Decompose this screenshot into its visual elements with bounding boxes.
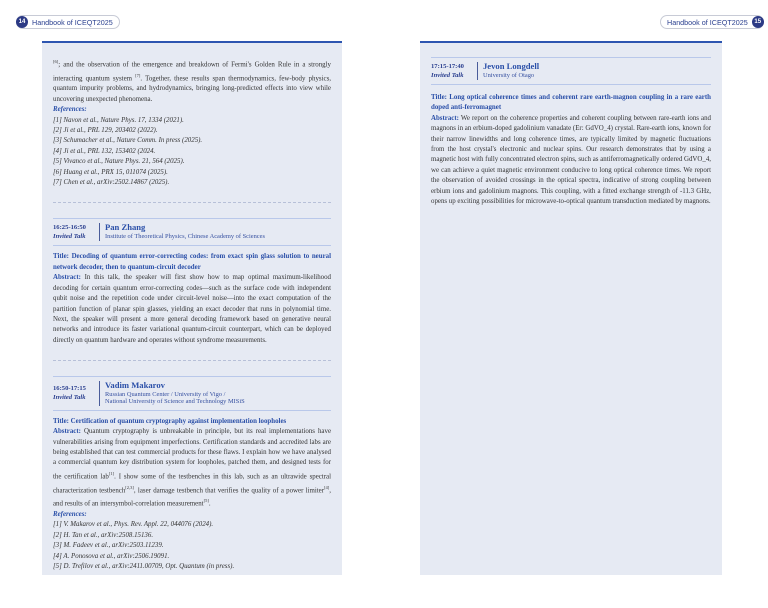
talk-title: Title: Certification of quantum cryptography against implementation loopholes	[53, 417, 287, 425]
page-header-right	[660, 15, 764, 29]
speaker-affiliation: National University of Science and Technology MISiS	[105, 398, 245, 406]
reference-item: [6] Huang et al., PRX 15, 011074 (2025).	[53, 168, 168, 176]
reference-item: [2] Ji et al., PRL 129, 203402 (2022).	[53, 127, 158, 135]
talk-header	[53, 376, 331, 411]
talk-abstract: Abstract: We report on the coherence properties and coherent coupling between rare-earth ions and magnons in an erbium-doped gadolinium vanadate (Er: GdVO_4) crystal. Rare-earth ions, known for their narrow linewidths and long coherence times, are typically limited by magnetic fluctuations from the host crystal's electronic and nuclear spins. Our research demonstrates that by using a magnetic host with fully concentrated electron spins, such as antiferromagnetically ordered GdVO_4, we can achieve a quiet magnetic environment conducive to long optical coherence times. We report the observation of avoided crossings in the optical spectra, indicative of strong coupling between erbium ions and gadolinium magnons. This coupling, with a fitted exchange strength of -11.3 GHz, opens up exciting possibilities for microwave-to-optical quantum transduction mediated by magnons.	[431, 114, 711, 206]
references-list	[53, 520, 331, 572]
talk-title: Title: Decoding of quantum error-correcting codes: from exact spin glass solution to neural network decoder, then to quantum-circuit decoder	[53, 253, 331, 271]
reference-item: [2] H. Tan et al., arXiv:2508.15136.	[53, 531, 154, 539]
talk-header	[53, 218, 331, 246]
talk-title: Title: Long optical coherence times and coherent rare earth-magnon coupling in a rare earth doped anti-ferromagnet	[431, 94, 711, 112]
reference-item: [1] V. Makarov et al., Phys. Rev. Appl. 22, 044076 (2024).	[53, 521, 214, 529]
handbook-title: Handbook of ICEQT2025	[667, 17, 748, 27]
reference-item: [3] M. Fadeev et al., arXiv:2503.11239.	[53, 542, 164, 550]
talk-abstract: Abstract: Quantum cryptography is unbreakable in principle, but its real implementations have vulnerabilities arising from equipment imperfections. Certification standards and accredited labs are being established that can test commercial products for these flaws. I explain how we have analysed a commercial quantum key distribution system for loopholes, patched them, and designed tests for the certification lab[1]. I show some of the testbenches in this lab, such as an ultrawide spectral characterization testbench[2,3], laser damage testbench that verifies the quality of a power limiter[4], and results of an intersymbol-correlation measurement[5].	[53, 428, 331, 508]
reference-item: [4] Ji et al., PRL 132, 153402 (2024.	[53, 147, 156, 155]
talk-type: Invited Talk	[53, 394, 86, 402]
speaker-affiliation: Institute of Theoretical Physics, Chinese Academy of Sciences	[105, 232, 265, 240]
speaker-affiliation: University of Otago	[483, 71, 535, 79]
reference-item: [5] Vivanco et al., Nature Phys. 21, 564 (2025).	[53, 158, 185, 166]
talk-type: Invited Talk	[53, 233, 86, 241]
page-number-badge: 15	[752, 16, 764, 28]
reference-item: [1] Navon et al., Nature Phys. 17, 1334 (2021).	[53, 116, 184, 124]
left-page-panel	[42, 41, 342, 575]
speaker-name: Pan Zhang	[105, 222, 146, 233]
reference-item: [4] A. Ponosova et al., arXiv:2506.19091.	[53, 552, 170, 560]
speaker-name: Vadim Makarov	[105, 380, 165, 391]
page-header-left	[16, 15, 120, 29]
reference-item: [7] Chen et al., arXiv:2502.14867 (2025).	[53, 179, 170, 187]
references-heading: References:	[53, 106, 87, 114]
handbook-title: Handbook of ICEQT2025	[32, 17, 113, 27]
speaker-name: Jevon Longdell	[483, 61, 540, 71]
references-list	[53, 116, 331, 189]
talk-time: 17:15-17:40	[431, 63, 464, 70]
talk-time: 16:50-17:15	[53, 385, 86, 393]
references-heading: References:	[53, 510, 87, 518]
talk-time: 16:25-16:50	[53, 224, 86, 232]
speaker-affiliation: Russian Quantum Center / University of Vigo /	[105, 390, 226, 398]
talk-type: Invited Talk	[431, 72, 464, 79]
page-number-badge: 14	[16, 16, 28, 28]
talk-abstract: Abstract: In this talk, the speaker will first show how to map optimal maximum-likelihood decoding for certain quantum error-correcting codes—such as the surface code with independent qubit noise and the repetition code under circuit-level noise—into the exact computation of the partition function of planar spin glasses, yielding an exact decoder that runs in polynomial time. Next, the speaker will present a more general decoding framework based on generative neural networks and introduce its faster variational quantum-circuit counterpart, which can be deployed directly on quantum hardware and operates without syndrome measurements.	[53, 274, 331, 344]
talk-header	[431, 57, 711, 85]
reference-item: [3] Schumacher et al., Nature Comm. In press (2025).	[53, 137, 203, 145]
right-page-panel	[420, 41, 722, 575]
continued-abstract: [6]; and the observation of the emergence and breakdown of Fermi's Golden Rule in a strongly interacting quantum system [7]. Together, these results span thermodynamics, few-body physics, quantum impurity problems, and hydrodynamics, bringing long-predicted effects into view while uncovering unexpected phenomena.	[53, 59, 331, 103]
reference-item: [5] D. Trefilov et al., arXiv:2411.00709, Opt. Quantum (in press).	[53, 562, 235, 570]
